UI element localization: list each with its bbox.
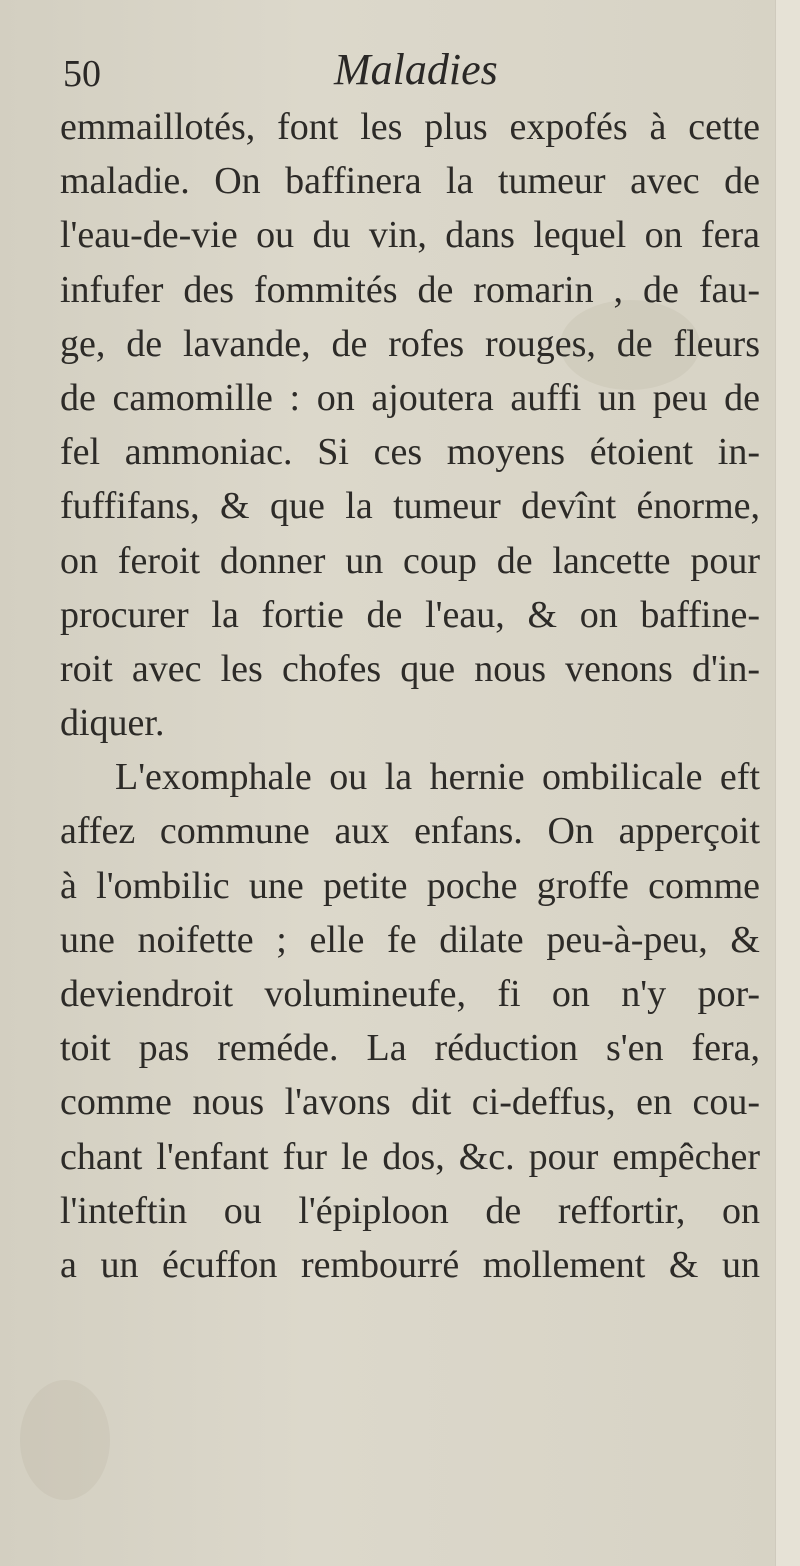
paper-stain: [20, 1380, 110, 1500]
text-line: deviendroit volumineufe, fi on n'y por-: [60, 973, 760, 1015]
text-line: l'eau-de-vie ou du vin, dans lequel on fera: [60, 214, 760, 257]
text-line: L'exomphale ou la hernie ombilicale eft: [115, 756, 760, 799]
page-edge: [775, 0, 800, 1566]
text-line: on feroit donner un coup de lancette pour: [60, 539, 760, 582]
text-line: procurer la fortie de l'eau, & on baffine-: [60, 593, 760, 636]
text-line: de camomille : on ajoutera auffi un peu de: [60, 376, 760, 419]
running-title: Maladies: [334, 45, 498, 94]
text-line: ge, de lavande, de rofes rouges, de fleurs: [60, 322, 760, 365]
text-line: maladie. On baffinera la tumeur avec de: [60, 160, 760, 203]
text-line: à l'ombilic une petite poche groffe comme: [60, 864, 760, 907]
text-line: fel ammoniac. Si ces moyens étoient in-: [60, 431, 760, 474]
text-line: infufer des fommités de romarin , de fau-: [60, 268, 760, 311]
text-line: a un écuffon rembourré mollement & un: [60, 1243, 760, 1286]
text-line: emmaillotés, font les plus expofés à cette: [60, 106, 760, 148]
text-line: comme nous l'avons dit ci-deffus, en cou-: [60, 1081, 760, 1124]
body-text: [60, 100, 760, 1292]
text-line: affez commune aux enfans. On apperçoit: [60, 810, 760, 853]
text-line: chant l'enfant fur le dos, &c. pour empêcher: [60, 1135, 760, 1178]
text-line: une noifette ; elle fe dilate peu-à-peu, &: [60, 918, 760, 961]
text-line: diquer.: [60, 702, 165, 745]
text-line: roit avec les chofes que nous venons d'in-: [60, 647, 760, 690]
text-line: fuffifans, & que la tumeur devînt énorme,: [60, 485, 760, 528]
text-line: l'inteftin ou l'épiploon de reffortir, on: [60, 1189, 760, 1232]
page-number: 50: [63, 53, 101, 95]
text-line: toit pas reméde. La réduction s'en fera,: [60, 1027, 760, 1070]
page-header: [55, 44, 755, 104]
